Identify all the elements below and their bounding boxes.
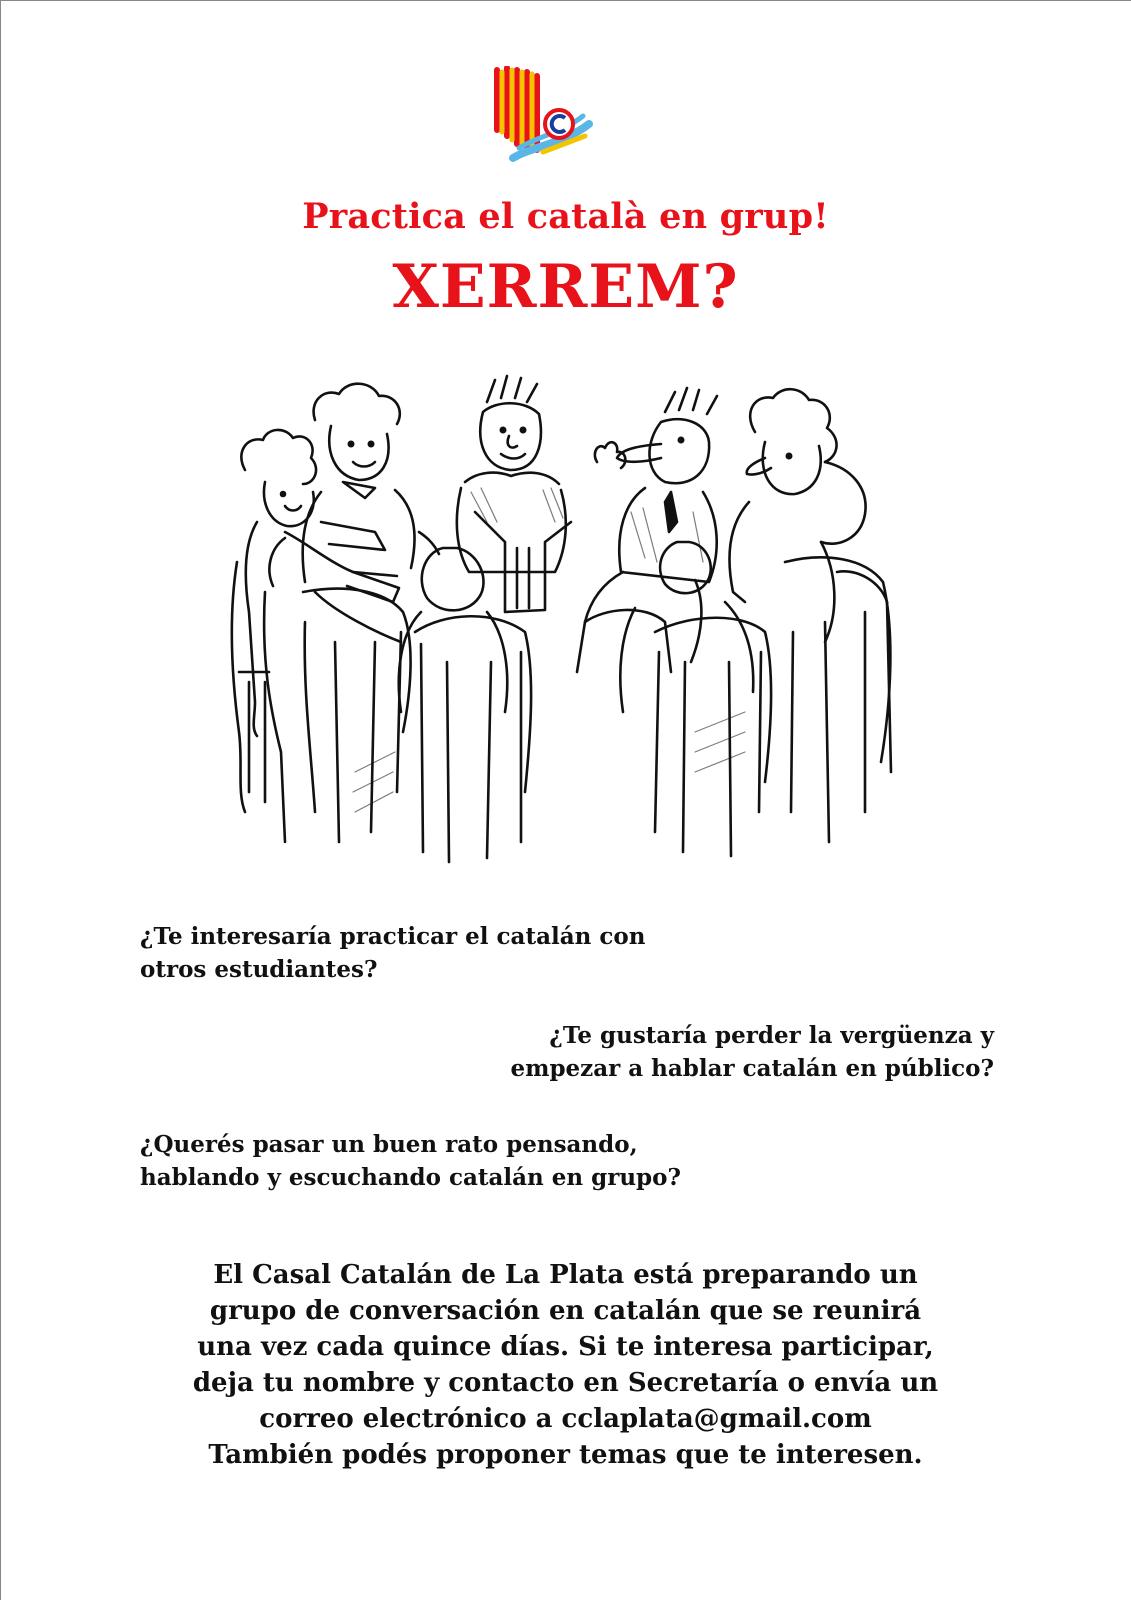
subtitle: Practica el català en grup! xyxy=(302,196,829,237)
page-title: XERREM? xyxy=(392,252,739,322)
person-front-left xyxy=(269,538,401,642)
shading xyxy=(353,488,745,812)
announcement-email-line: correo electrónico a cclaplata@gmail.com xyxy=(259,1404,872,1434)
announcement-line: También podés proponer temas que te interesen. xyxy=(208,1440,923,1470)
question-line: ¿Te interesaría practicar el catalán con xyxy=(140,923,646,950)
announcement xyxy=(100,1257,1031,1473)
question-line: hablando y escuchando catalán en grupo? xyxy=(140,1164,681,1191)
announcement-line: El Casal Catalán de La Plata está preparando un xyxy=(213,1260,918,1290)
announcement-line: una vez cada quince días. Si te interesa participar, xyxy=(197,1332,934,1362)
announcement-line: deja tu nombre y contacto en Secretaría o envía un xyxy=(192,1368,939,1398)
question-line: ¿Te gustaría perder la vergüenza y xyxy=(549,1022,994,1049)
group-conversation-illustration xyxy=(225,372,905,872)
chairs xyxy=(232,557,891,862)
question-shyness xyxy=(510,1019,994,1085)
announcement-line: grupo de conversación en catalán que se reunirá xyxy=(209,1296,922,1326)
question-line: empezar a hablar catalán en público? xyxy=(510,1055,994,1082)
question-line: otros estudiantes? xyxy=(140,956,378,983)
casal-logo-icon xyxy=(493,66,595,166)
question-line: ¿Querés pasar un buen rato pensando, xyxy=(140,1131,638,1158)
person-far-right xyxy=(730,389,866,642)
person-front-right xyxy=(620,542,753,712)
question-practice xyxy=(140,920,645,986)
question-good-time xyxy=(140,1128,681,1194)
